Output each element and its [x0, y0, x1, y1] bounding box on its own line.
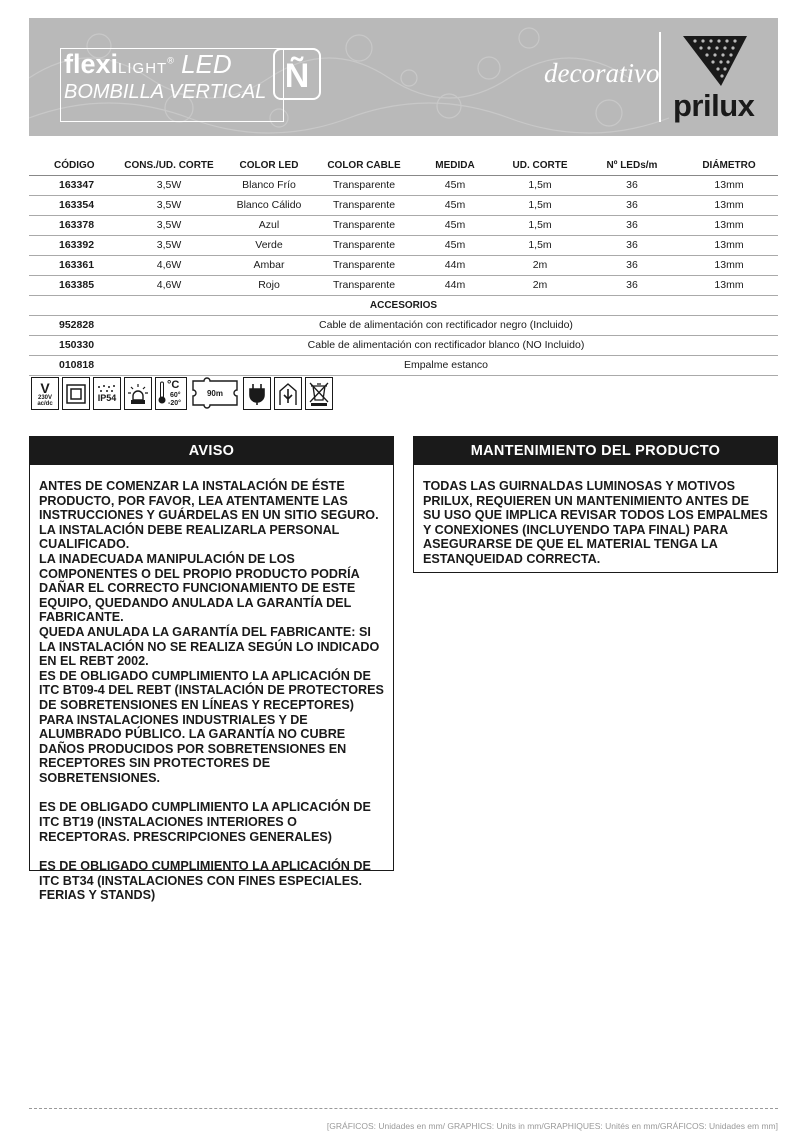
table-cell: Blanco Cálido — [224, 195, 314, 215]
footer-divider — [29, 1108, 778, 1109]
table-cell: 36 — [584, 175, 680, 195]
aviso-paragraph: ANTES DE COMENZAR LA INSTALACIÓN DE ÉSTE PRODUCTO, POR FAVOR, LEA ATENTAMENTE LAS INSTRUCCIONES Y GUÁRDELAS EN UN SITIO SEGURO. — [39, 479, 379, 523]
aviso-title: AVISO — [30, 437, 393, 465]
table-cell: 163392 — [29, 235, 114, 255]
column-header: COLOR CABLE — [314, 156, 414, 175]
mantenimiento-text: TODAS LAS GUIRNALDAS LUMINOSAS Y MOTIVOS PRILUX, REQUIEREN UN MANTENIMIENTO ANTES DE SU USO QUE IMPLICA REVISAR TODOS LOS EMPALMES Y CONEXIONES (INCLUYENDO TAPA FINAL) PARA ASEGURARSE DE QUE EL MATERIAL TENGA LA ESTANQUEIDAD CORRECTA. — [423, 479, 768, 566]
column-header: COLOR LED — [224, 156, 314, 175]
column-header: DIÁMETRO — [680, 156, 778, 175]
prilux-logo-text: prilux — [673, 88, 755, 123]
aviso-paragraph: LA INSTALACIÓN DEBE REALIZARLA PERSONAL CUALIFICADO. — [39, 522, 340, 552]
table-cell: 13mm — [680, 195, 778, 215]
table-cell: 3,5W — [114, 215, 224, 235]
table-row — [29, 215, 778, 235]
spacer — [39, 844, 385, 859]
product-name: flexiLIGHT® LED — [64, 49, 232, 79]
n-quality-badge: Ñ — [273, 48, 321, 100]
table-cell: 1,5m — [496, 215, 584, 235]
ip54-icon: IP54 — [93, 377, 121, 410]
accessories-header-row — [29, 295, 778, 315]
table-cell: Azul — [224, 215, 314, 235]
product-subtitle: BOMBILLA VERTICAL — [64, 81, 267, 103]
table-cell: 2m — [496, 255, 584, 275]
table-cell: Transparente — [314, 175, 414, 195]
column-header: CÓDIGO — [29, 156, 114, 175]
mantenimiento-body — [414, 465, 777, 573]
table-cell: Ambar — [224, 255, 314, 275]
double-insulation-icon — [62, 377, 90, 410]
footer-units-note: [GRÁFICOS: Unidades en mm/ GRAPHICS: Units in mm/GRAPHIQUES: Unités en mm/GRÁFICOS: Unidades em mm] — [326, 1121, 778, 1131]
table-cell: 13mm — [680, 275, 778, 295]
table-cell: Transparente — [314, 255, 414, 275]
column-header: Nº LEDs/m — [584, 156, 680, 175]
mantenimiento-title: MANTENIMIENTO DEL PRODUCTO — [414, 437, 777, 465]
spacer — [39, 785, 385, 800]
connectable-icon: 90m — [190, 377, 240, 410]
table-cell: Verde — [224, 235, 314, 255]
column-header: MEDIDA — [414, 156, 496, 175]
column-header: CONS./UD. CORTE — [114, 156, 224, 175]
table-header-row — [29, 156, 778, 175]
aviso-paragraph: ES DE OBLIGADO CUMPLIMIENTO LA APLICACIÓN DE ITC BT09-4 DEL REBT (INSTALACIÓN DE PROTECTORES DE SOBRETENSIONES EN LÍNEAS Y RECEPTORES) PARA INSTALACIONES INDUSTRIALES Y DE ALUMBRADO PÚBLICO. LA GARANTÍA NO CUBRE DAÑOS PRODUCIDOS POR SOBRETENSIONES EN RECEPTORES SIN PROTECTORES DE SOBRETENSIONES. — [39, 668, 384, 785]
table-row — [29, 195, 778, 215]
table-cell: 2m — [496, 275, 584, 295]
category-label: decorativo — [544, 58, 660, 88]
table-cell: 45m — [414, 215, 496, 235]
mantenimiento-box — [413, 436, 778, 573]
table-cell: 36 — [584, 235, 680, 255]
plug-icon — [243, 377, 271, 410]
accessory-code: 952828 — [29, 315, 114, 335]
indoor-outdoor-icon — [274, 377, 302, 410]
aviso-box — [29, 436, 394, 903]
accessory-row — [29, 355, 778, 375]
table-cell: 1,5m — [496, 235, 584, 255]
table-cell: 44m — [414, 255, 496, 275]
header-banner — [29, 18, 778, 136]
accessories-title: ACCESORIOS — [29, 295, 778, 315]
table-row — [29, 255, 778, 275]
table-cell: 13mm — [680, 215, 778, 235]
table-cell: 163347 — [29, 175, 114, 195]
table-cell: 163361 — [29, 255, 114, 275]
product-spec-table — [29, 156, 778, 376]
table-cell: 45m — [414, 195, 496, 215]
temperature-icon: °C 60° -20° — [155, 377, 187, 410]
aviso-paragraph: LA INADECUADA MANIPULACIÓN DE LOS COMPONENTES O DEL PROPIO PRODUCTO PODRÍA DAÑAR EL CORRECTO FUNCIONAMIENTO DE ESTE EQUIPO, QUEDANDO ANULADA LA GARANTÍA DEL FABRICANTE. — [39, 551, 360, 625]
accessory-row — [29, 335, 778, 355]
aviso-paragraph: QUEDA ANULADA LA GARANTÍA DEL FABRICANTE: SI LA INSTALACIÓN NO SE REALIZA SEGÚN LO INDICADO EN EL REBT 2002. — [39, 624, 380, 669]
table-cell: 1,5m — [496, 175, 584, 195]
table-row — [29, 275, 778, 295]
table-cell: 36 — [584, 215, 680, 235]
table-cell: 163385 — [29, 275, 114, 295]
table-cell: Transparente — [314, 215, 414, 235]
table-cell: 13mm — [680, 235, 778, 255]
table-cell: Rojo — [224, 275, 314, 295]
table-cell: 36 — [584, 195, 680, 215]
table-cell: Transparente — [314, 195, 414, 215]
prilux-logo-icon — [681, 32, 749, 88]
accessory-row — [29, 315, 778, 335]
table-cell: 163354 — [29, 195, 114, 215]
table-cell: 163378 — [29, 215, 114, 235]
table-row — [29, 235, 778, 255]
column-header: UD. CORTE — [496, 156, 584, 175]
aviso-paragraph-bt34: ES DE OBLIGADO CUMPLIMIENTO LA APLICACIÓN DE ITC BT34 (INSTALACIONES CON FINES ESPECIALES. FERIAS Y STANDS) — [39, 859, 371, 903]
accessory-description: Empalme estanco — [114, 355, 778, 375]
table-cell: 3,5W — [114, 195, 224, 215]
table-cell: 44m — [414, 275, 496, 295]
header-divider — [659, 32, 661, 122]
table-cell: 1,5m — [496, 195, 584, 215]
table-cell: 3,5W — [114, 235, 224, 255]
table-cell: 45m — [414, 175, 496, 195]
table-cell: 36 — [584, 275, 680, 295]
lamp-icon — [124, 377, 152, 410]
certification-icons-row — [31, 377, 333, 411]
accessory-code: 010818 — [29, 355, 114, 375]
table-cell: 36 — [584, 255, 680, 275]
product-brand-box — [60, 48, 284, 122]
table-row — [29, 175, 778, 195]
table-cell: 3,5W — [114, 175, 224, 195]
voltage-icon: V 230V ac/dc — [31, 377, 59, 410]
accessory-code: 150330 — [29, 335, 114, 355]
table-cell: Transparente — [314, 235, 414, 255]
table-cell: Blanco Frío — [224, 175, 314, 195]
disposal-icon — [305, 377, 333, 410]
table-cell: 4,6W — [114, 255, 224, 275]
aviso-body — [30, 465, 393, 909]
accessory-description: Cable de alimentación con rectificador negro (Incluido) — [114, 315, 778, 335]
table-cell: 4,6W — [114, 275, 224, 295]
table-cell: 13mm — [680, 255, 778, 275]
accessory-description: Cable de alimentación con rectificador blanco (NO Incluido) — [114, 335, 778, 355]
table-cell: Transparente — [314, 275, 414, 295]
table-cell: 45m — [414, 235, 496, 255]
aviso-paragraph-bt19: ES DE OBLIGADO CUMPLIMIENTO LA APLICACIÓN DE ITC BT19 (INSTALACIONES INTERIORES O RECEPTORAS. PRESCRIPCIONES GENERALES) — [39, 800, 371, 844]
table-cell: 13mm — [680, 175, 778, 195]
